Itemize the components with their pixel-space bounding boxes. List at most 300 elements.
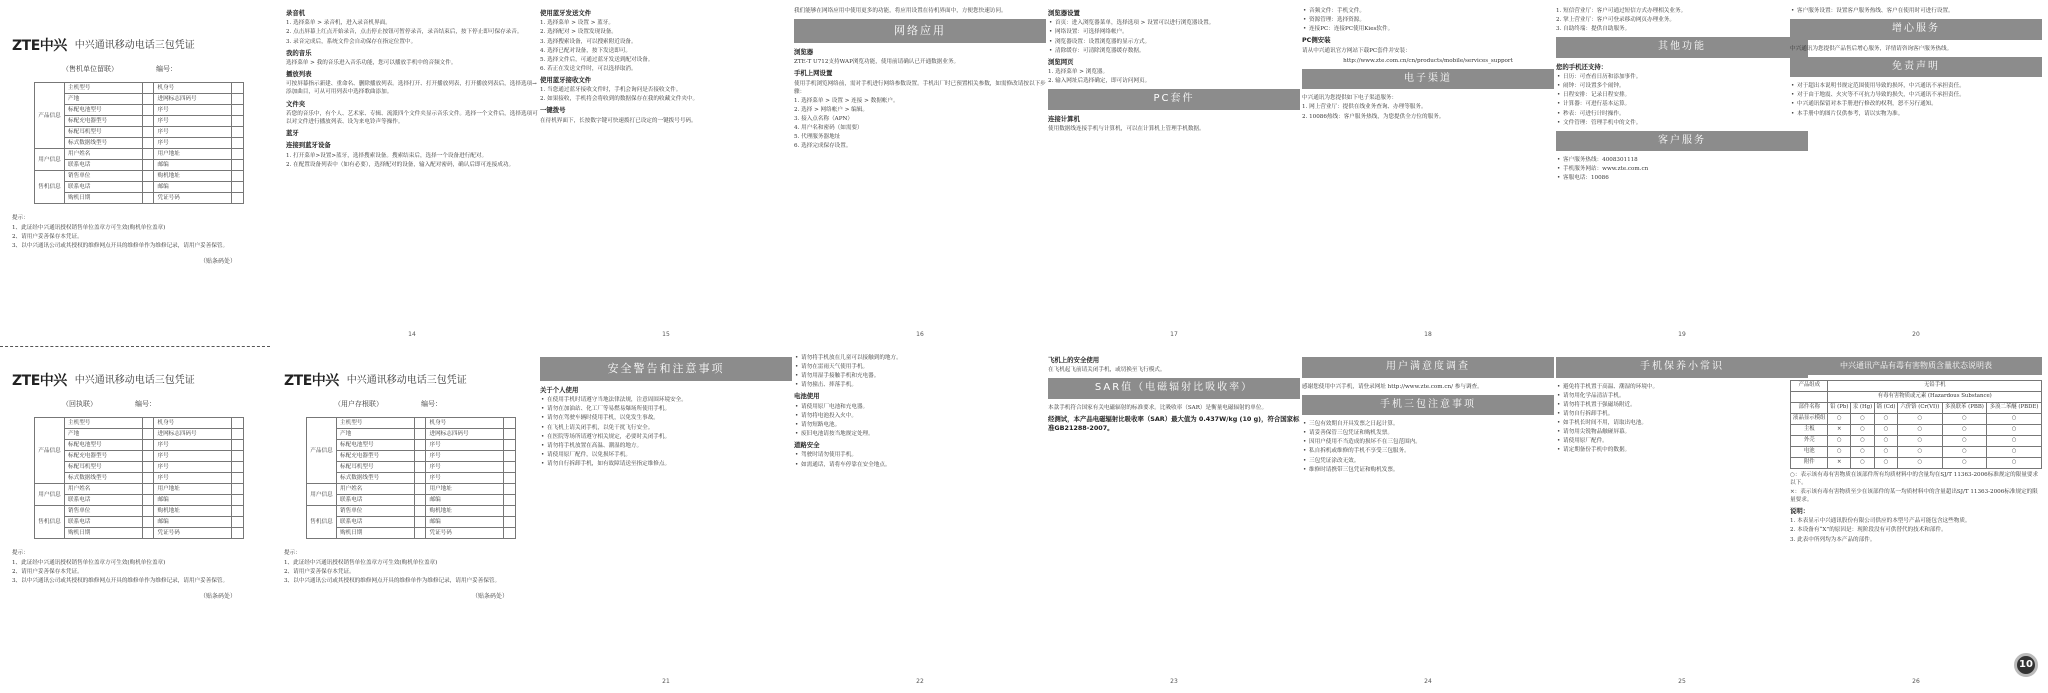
voucher-tips bbox=[284, 549, 538, 584]
table-row bbox=[35, 160, 244, 171]
field-value bbox=[142, 171, 154, 182]
voucher-tips bbox=[12, 214, 266, 249]
table-row bbox=[35, 528, 244, 539]
field-label: 邮编 bbox=[154, 517, 232, 528]
field-value bbox=[142, 440, 154, 451]
list-item: • 首页：进入浏览器菜单，选择选项 > 设置可以进行浏览器设置。 bbox=[1048, 19, 1300, 27]
paragraph: 可按屏幕指示新建、重命名、删除播放列表。选择打开、打开播放列表，打开播放列表后，选择选项→添加曲目，可从可用列表中选择歌曲添加。 bbox=[286, 81, 537, 96]
field-value bbox=[232, 160, 244, 171]
field-label: 邮编 bbox=[426, 495, 504, 506]
section-title: 道路安全 bbox=[794, 441, 820, 450]
field-value bbox=[504, 506, 516, 517]
field-value bbox=[504, 517, 516, 528]
table-row bbox=[35, 429, 244, 440]
field-label: 标式数据线型号 bbox=[65, 473, 143, 484]
field-label: 机身号 bbox=[426, 418, 504, 429]
field-value bbox=[414, 451, 426, 462]
section-title: 浏览器设置 bbox=[1048, 9, 1080, 17]
tips-title: 提示： bbox=[12, 215, 29, 222]
step: 6. 选择完成保存设置。 bbox=[794, 143, 852, 150]
page-17 bbox=[1048, 6, 1300, 340]
section-title: 浏览网页 bbox=[1048, 57, 1074, 66]
table-row bbox=[307, 462, 516, 473]
table-row bbox=[35, 94, 244, 105]
step: 4. 用户名和密码（如需要） bbox=[794, 125, 863, 132]
step: 2. 10086热线：客户服务热线，为您提供全方位的服务。 bbox=[1302, 113, 1445, 120]
field-label: 购机地址 bbox=[154, 171, 232, 182]
paragraph: 使用手机浏览网络前，需对手机进行网络参数设置。手机出厂时已预置相关参数，如需修改请按以下步骤： bbox=[794, 80, 1046, 95]
table-cell: ○ bbox=[1987, 446, 2042, 457]
zte-logo: ZTE中兴 bbox=[12, 38, 67, 54]
table-cell: 主板 bbox=[1791, 424, 1828, 435]
list-item: • 手机服务网站：www.zte.com.cn bbox=[1556, 165, 1808, 173]
barcode-area-label: （贴条码处） bbox=[199, 592, 236, 600]
field-label: 机身号 bbox=[154, 83, 232, 94]
list-item: • 连接PC：连接PC使用Kies软件。 bbox=[1302, 25, 1554, 33]
page-number: 22 bbox=[916, 678, 924, 686]
table-row bbox=[35, 105, 244, 116]
field-value bbox=[414, 495, 426, 506]
field-value bbox=[232, 418, 244, 429]
step: 5. 选择文件后，可通过蓝牙发送到配对设备。 bbox=[540, 56, 654, 63]
section-band: 手机三包注意事项 bbox=[1302, 395, 1554, 416]
table-group-label: 产品信息 bbox=[35, 83, 65, 149]
field-value bbox=[142, 105, 154, 116]
tip-item: 3、以中兴通讯公司或其授权的维修网点开具的维修单作为维修记录，请用户妥善保管。 bbox=[12, 577, 229, 584]
list-item: • 网络设置：可选择网络帐户。 bbox=[1048, 28, 1300, 36]
field-label: 购机日期 bbox=[65, 528, 143, 539]
field-label: 联系电话 bbox=[65, 495, 143, 506]
field-label: 序号 bbox=[154, 127, 232, 138]
table-row bbox=[35, 473, 244, 484]
tips-title: 提示： bbox=[284, 550, 301, 557]
table-row bbox=[35, 149, 244, 160]
list-item: • 请勿短路电池。 bbox=[794, 421, 1046, 429]
table-cell: ○ bbox=[1874, 457, 1897, 468]
table-cell: ○ bbox=[1987, 435, 2042, 446]
field-label: 序号 bbox=[154, 473, 232, 484]
field-label: 用户姓名 bbox=[337, 484, 415, 495]
page-25 bbox=[1556, 353, 1808, 687]
section-band: 用户满意度调查 bbox=[1302, 357, 1554, 378]
bullet-list bbox=[1302, 7, 1554, 33]
field-value bbox=[232, 517, 244, 528]
section-title: 连接计算机 bbox=[1048, 114, 1080, 123]
list-item: • 请勿自行拆卸手机，如有故障请送至指定维修点。 bbox=[540, 460, 792, 468]
step: 3. 自助终端：提供自助服务。 bbox=[1556, 26, 1631, 33]
table-cell: ○ bbox=[1874, 413, 1897, 424]
field-value bbox=[142, 451, 154, 462]
field-value bbox=[142, 418, 154, 429]
paragraph: 中兴通讯为您提供如下电子渠道服务： bbox=[1302, 95, 1398, 102]
table-cell: ○ bbox=[1851, 457, 1875, 468]
field-value bbox=[504, 440, 516, 451]
field-label: 凭证号码 bbox=[154, 193, 232, 204]
table-cell: ○ bbox=[1851, 424, 1875, 435]
step: 3. 选择搜索设备，可以搜索附近设备。 bbox=[540, 38, 637, 45]
field-value bbox=[504, 418, 516, 429]
table-group-label: 售机信息 bbox=[35, 506, 65, 539]
field-value bbox=[232, 528, 244, 539]
field-label: 购机日期 bbox=[65, 193, 143, 204]
field-label: 联系电话 bbox=[337, 495, 415, 506]
section-band: 电子渠道 bbox=[1302, 69, 1554, 90]
field-label: 购机地址 bbox=[426, 506, 504, 517]
field-value bbox=[232, 462, 244, 473]
page-26 bbox=[1790, 353, 2042, 687]
list-item: • 客服电话：10086 bbox=[1556, 174, 1808, 182]
field-label: 序号 bbox=[426, 440, 504, 451]
list-item: • 中兴通讯保留对本手册进行修改的权利，恕不另行通知。 bbox=[1790, 100, 2042, 108]
step: 2. 选择配对 > 设置发现设备。 bbox=[540, 29, 617, 36]
list-item: • 音频文件：手机文件。 bbox=[1302, 7, 1554, 15]
bullet-list bbox=[1790, 7, 2042, 15]
field-label: 主机型号 bbox=[337, 418, 415, 429]
bullet-list bbox=[1048, 19, 1300, 54]
field-label: 联系电话 bbox=[65, 182, 143, 193]
tip-item: 2、请用户妥善保存本凭证。 bbox=[12, 568, 83, 575]
field-value bbox=[142, 193, 154, 204]
table-row bbox=[35, 418, 244, 429]
section-title: 播放列表 bbox=[286, 70, 312, 78]
field-value bbox=[504, 429, 516, 440]
field-value bbox=[142, 462, 154, 473]
table-cell: ○ bbox=[1987, 413, 2042, 424]
table-cell: ○ bbox=[1828, 435, 1851, 446]
voucher-header bbox=[284, 371, 538, 391]
tip-item: 1、此证经中兴通讯授权销售单位盖章方可生效(购机单位盖章) bbox=[12, 559, 166, 566]
list-item: • 对于由于地震、火灾等不可抗力导致的损失，中兴通讯不承担责任。 bbox=[1790, 91, 2042, 99]
table-row bbox=[307, 506, 516, 517]
table-cell: ○ bbox=[1828, 446, 1851, 457]
table-cell: ○ bbox=[1828, 413, 1851, 424]
field-value bbox=[232, 495, 244, 506]
table-group-label: 用户信息 bbox=[307, 484, 337, 506]
field-value bbox=[232, 451, 244, 462]
booklet-sheet-top bbox=[0, 0, 2048, 346]
step: 2. 输入网址后选择确定，即可访问网页。 bbox=[1048, 78, 1151, 85]
list-item: • 请勿将手机放置在高温、潮湿的地方。 bbox=[540, 442, 792, 450]
step: 1. 选择菜单 > 录音机，进入录音机界面。 bbox=[286, 20, 391, 27]
section-band: 安全警告和注意事项 bbox=[540, 357, 792, 381]
section-band: 免责声明 bbox=[1790, 57, 2042, 78]
field-value bbox=[414, 517, 426, 528]
list-item: • 在医院等场所请遵守相关规定，必要时关闭手机。 bbox=[540, 433, 792, 441]
voucher-copy-label: （回执联） bbox=[62, 400, 97, 409]
table-cell: ○ bbox=[1898, 435, 1943, 446]
page-number: 14 bbox=[408, 331, 416, 339]
field-value bbox=[142, 429, 154, 440]
list-item: • 秒表：可进行计时操作。 bbox=[1556, 110, 1808, 118]
tip-item: 3、以中兴通讯公司或其授权的维修网点开具的维修单作为维修记录，请用户妥善保管。 bbox=[284, 577, 501, 584]
voucher-number-label: 编号： bbox=[421, 400, 442, 409]
list-item: • 对于超出本说明书规定范围使用导致的损坏，中兴通讯不承担责任。 bbox=[1790, 82, 2042, 90]
table-group-label: 售机信息 bbox=[35, 171, 65, 204]
table-group-label: 售机信息 bbox=[307, 506, 337, 539]
tip-item: 1、此证经中兴通讯授权销售单位盖章方可生效(购机单位盖章) bbox=[284, 559, 438, 566]
step: 2. 掌上营业厅：客户可登录移动网页办理业务。 bbox=[1556, 17, 1675, 24]
table-cell bbox=[1791, 391, 1828, 402]
table-row bbox=[307, 440, 516, 451]
step: 1. 选择菜单 > 浏览器。 bbox=[1048, 69, 1109, 75]
table-row bbox=[35, 138, 244, 149]
section-band: 客户服务 bbox=[1556, 131, 1808, 152]
field-label: 邮编 bbox=[154, 495, 232, 506]
field-value bbox=[142, 149, 154, 160]
field-label: 标配耳机型号 bbox=[65, 462, 143, 473]
table-cell: 液晶显示模组 bbox=[1791, 413, 1828, 424]
page-number: 24 bbox=[1424, 678, 1432, 686]
section-title: 关于个人使用 bbox=[540, 385, 579, 394]
note-item: 3. 此表中所列均为本产品的部件。 bbox=[1790, 536, 1876, 543]
field-label: 序号 bbox=[154, 105, 232, 116]
step: 2. 在配置设备列表中（如有必要），选择配对的设备，输入配对密码，确认后即可连接成功。 bbox=[286, 161, 515, 168]
table-row bbox=[35, 171, 244, 182]
section-title: 蓝牙 bbox=[286, 129, 299, 137]
table-row bbox=[307, 517, 516, 528]
field-value bbox=[232, 484, 244, 495]
table-row bbox=[307, 429, 516, 440]
bullet-list bbox=[1556, 156, 1808, 182]
section-title: 我的音乐 bbox=[286, 48, 312, 57]
list-item: • 请妥善保管三包凭证和购机发票。 bbox=[1302, 429, 1554, 437]
field-label: 序号 bbox=[154, 116, 232, 127]
field-value bbox=[142, 484, 154, 495]
field-label: 用户地址 bbox=[154, 149, 232, 160]
field-label: 产地 bbox=[65, 429, 143, 440]
bullet-list bbox=[794, 354, 1046, 389]
step: 2. 如果接收，手机将会将收到的数据保存在我的收藏文件夹中。 bbox=[540, 96, 699, 103]
field-value bbox=[504, 473, 516, 484]
field-label: 用户地址 bbox=[426, 484, 504, 495]
table-header: 产品组成 bbox=[1791, 380, 1828, 391]
booklet-sheet-bottom bbox=[0, 347, 2048, 693]
field-label: 购机日期 bbox=[337, 528, 415, 539]
table-cell: ○ bbox=[1942, 457, 1987, 468]
table-cell: ○ bbox=[1898, 413, 1943, 424]
step: 1. 选择菜单 > 设置 > 连接 > 数据帐户。 bbox=[794, 97, 899, 104]
field-value bbox=[232, 506, 244, 517]
paragraph: 若您的音乐中，有个人、艺术家、专辑、流派四个文件夹显示音乐文件。选择一个文件后，选择选项可以对文件进行播放列表、设为来电铃声等操作。 bbox=[286, 110, 538, 125]
voucher-card-return bbox=[4, 353, 266, 687]
field-value bbox=[232, 171, 244, 182]
page-number: 19 bbox=[1678, 331, 1686, 339]
field-label: 序号 bbox=[426, 473, 504, 484]
field-label: 标配充电器型号 bbox=[65, 451, 143, 462]
field-value bbox=[414, 440, 426, 451]
bullet-list bbox=[1302, 420, 1554, 474]
field-value bbox=[504, 462, 516, 473]
field-value bbox=[414, 484, 426, 495]
table-cell: 附件 bbox=[1791, 457, 1828, 468]
step: 5. 代理服务器地址 bbox=[794, 134, 841, 141]
field-value bbox=[232, 105, 244, 116]
field-label: 销售单位 bbox=[65, 506, 143, 517]
table-group-label: 用户信息 bbox=[35, 484, 65, 506]
field-value bbox=[142, 138, 154, 149]
note-item: 1. 本表显示中兴通讯股份有限公司供应的本型号产品可能包含这些物质。 bbox=[1790, 518, 1971, 525]
field-label: 序号 bbox=[154, 138, 232, 149]
zte-logo: ZTE中兴 bbox=[284, 373, 339, 389]
field-value bbox=[414, 429, 426, 440]
page-14 bbox=[286, 6, 538, 340]
paragraph: 在飞机起飞前请关闭手机，或切换至飞行模式。 bbox=[1048, 367, 1166, 374]
table-cell: ○ bbox=[1874, 424, 1897, 435]
table-row bbox=[307, 451, 516, 462]
list-item: • 请勿用湿手接触手机和充电器。 bbox=[794, 372, 1046, 380]
field-value bbox=[142, 506, 154, 517]
table-row bbox=[1791, 424, 2042, 435]
table-cell: ○ bbox=[1987, 424, 2042, 435]
sar-value-statement: 经测试，本产品电磁辐射比吸收率（SAR）最大值为 0.437W/kg (10 g)，符合国家标准GB21288-2007。 bbox=[1048, 415, 1300, 433]
table-row bbox=[35, 462, 244, 473]
step: 1. 网上营业厅：提供在线业务查询、办理等服务。 bbox=[1302, 104, 1427, 111]
list-item: • 日程安排：记录日程安排。 bbox=[1556, 91, 1808, 99]
table-cell: ○ bbox=[1942, 424, 1987, 435]
section-band: 网络应用 bbox=[794, 19, 1046, 43]
field-label: 主机型号 bbox=[65, 83, 143, 94]
field-label: 销售单位 bbox=[65, 171, 143, 182]
page-18 bbox=[1302, 6, 1554, 340]
field-label: 联系电话 bbox=[65, 160, 143, 171]
paragraph: 选择菜单 > 我的音乐进入音乐功能，您可以播放手机中的音频文件。 bbox=[286, 59, 457, 66]
table-cell: ○ bbox=[1874, 435, 1897, 446]
field-label: 标配电池型号 bbox=[337, 440, 415, 451]
list-item: • 维修时请携带三包凭证和购机发票。 bbox=[1302, 466, 1554, 474]
list-item: • 客户服务设置：设置客户服务热线、客户在使用时可进行设置。 bbox=[1790, 7, 2042, 15]
section-title: 飞机上的安全使用 bbox=[1048, 356, 1100, 364]
section-title: 浏览器 bbox=[794, 48, 814, 57]
voucher-header bbox=[12, 36, 266, 56]
section-title: 您的手机还支持： bbox=[1556, 62, 1608, 71]
voucher-card-user bbox=[276, 353, 538, 687]
bullet-list bbox=[540, 396, 792, 468]
bullet-list bbox=[1556, 383, 1808, 455]
tips-title: 提示： bbox=[12, 550, 29, 557]
field-label: 序号 bbox=[154, 462, 232, 473]
list-item: • 请勿用尖锐物品触碰屏幕。 bbox=[1556, 428, 1808, 436]
list-item: • 如需通话，请将车停靠在安全地点。 bbox=[794, 461, 1046, 469]
table-header: 六价铬 (Cr(VI)) bbox=[1898, 402, 1943, 413]
recycling-period-badge: 10 bbox=[2014, 653, 2038, 677]
field-value bbox=[414, 473, 426, 484]
page-22 bbox=[794, 353, 1046, 687]
section-title: 电池使用 bbox=[794, 392, 820, 401]
field-label: 标式数据线型号 bbox=[337, 473, 415, 484]
list-item: • 请勿自行拆卸手机。 bbox=[1556, 410, 1808, 418]
field-label: 凭证号码 bbox=[426, 528, 504, 539]
table-cell: ○ bbox=[1851, 413, 1875, 424]
field-label: 产地 bbox=[65, 94, 143, 105]
list-item: • 请使用原厂配件。 bbox=[1556, 437, 1808, 445]
field-label: 销售单位 bbox=[337, 506, 415, 517]
section-title: 说明： bbox=[1790, 507, 1810, 516]
page-15 bbox=[540, 6, 792, 340]
voucher-number-label: 编号： bbox=[135, 400, 156, 409]
field-value bbox=[414, 462, 426, 473]
table-row bbox=[35, 495, 244, 506]
list-item: • 驾驶时请勿使用手机。 bbox=[794, 451, 1046, 459]
table-row bbox=[35, 116, 244, 127]
field-label: 标配耳机型号 bbox=[65, 127, 143, 138]
section-title: 使用蓝牙接收文件 bbox=[540, 75, 592, 84]
section-band: SAR值（电磁辐射比吸收率） bbox=[1048, 378, 1300, 399]
page-21 bbox=[540, 353, 792, 687]
field-value bbox=[142, 116, 154, 127]
table-cell: ○ bbox=[1898, 457, 1943, 468]
table-group-label: 用户信息 bbox=[35, 149, 65, 171]
step: 6. 若正在发送文件时，可以选择取消。 bbox=[540, 65, 637, 72]
list-item: • 因用户使用不当造成的损坏不在三包范围内。 bbox=[1302, 438, 1554, 446]
field-value bbox=[232, 429, 244, 440]
list-item: • 请勿用化学品清洁手机。 bbox=[1556, 392, 1808, 400]
bullet-list bbox=[794, 403, 1046, 438]
field-label: 主机型号 bbox=[65, 418, 143, 429]
section-title: 手机上网设置 bbox=[794, 69, 833, 78]
table-row bbox=[35, 440, 244, 451]
table-row bbox=[307, 495, 516, 506]
field-value bbox=[142, 94, 154, 105]
table-header: 部件名称 bbox=[1791, 402, 1828, 413]
table-group-label: 产品信息 bbox=[307, 418, 337, 484]
section-band: 手机保养小常识 bbox=[1556, 357, 1808, 378]
table-row bbox=[35, 517, 244, 528]
field-label: 用户姓名 bbox=[65, 484, 143, 495]
table-row bbox=[307, 418, 516, 429]
field-label: 凭证号码 bbox=[154, 528, 232, 539]
table-row bbox=[35, 451, 244, 462]
table-row bbox=[307, 473, 516, 484]
table-note: ×：表示该有毒有害物质至少在该部件的某一均质材料中的含量超出SJ/T 11363-2006标准规定的限量要求。 bbox=[1790, 488, 2038, 503]
list-item: • 请勿将手机放在儿童可以接触到的地方。 bbox=[794, 354, 1046, 362]
table-header: 多溴二苯醚 (PBDE) bbox=[1987, 402, 2042, 413]
field-label: 标配耳机型号 bbox=[337, 462, 415, 473]
field-label: 邮编 bbox=[154, 160, 232, 171]
field-label: 联系电话 bbox=[337, 517, 415, 528]
field-value bbox=[232, 138, 244, 149]
page-24 bbox=[1302, 353, 1554, 687]
step: 3. 接入点名称（APN） bbox=[794, 116, 853, 123]
field-label: 产地 bbox=[337, 429, 415, 440]
step: 1. 当您通过蓝牙接收文件时，手机会询问是否接收文件。 bbox=[540, 87, 682, 94]
field-label: 机身号 bbox=[154, 418, 232, 429]
table-subheader: 有毒有害物质或元素 (Hazardous Substance) bbox=[1828, 391, 2042, 402]
field-label: 用户姓名 bbox=[65, 149, 143, 160]
table-cell: ○ bbox=[1874, 446, 1897, 457]
section-title: 连接到蓝牙设备 bbox=[286, 141, 331, 150]
voucher-form-table bbox=[34, 417, 244, 539]
field-label: 购机地址 bbox=[154, 506, 232, 517]
list-item: • 请勿将手机置于强磁场附近。 bbox=[1556, 401, 1808, 409]
bullet-list bbox=[794, 451, 1046, 468]
table-row bbox=[307, 528, 516, 539]
field-value bbox=[142, 83, 154, 94]
voucher-card-seller bbox=[4, 6, 266, 340]
list-item: • 废旧电池请按当地规定处理。 bbox=[794, 430, 1046, 438]
paragraph: 感谢您使用中兴手机，请登录网址 http://www.zte.com.cn/ 参与调查。 bbox=[1302, 383, 1483, 390]
voucher-title: 中兴通讯移动电话三包凭证 bbox=[346, 374, 467, 386]
table-row bbox=[1791, 446, 2042, 457]
list-item: • 避免将手机置于高温、潮湿的环境中。 bbox=[1556, 383, 1808, 391]
list-item: • 请定期备份手机中的数据。 bbox=[1556, 446, 1808, 454]
field-label: 标配充电器型号 bbox=[337, 451, 415, 462]
tip-item: 1、此证经中兴通讯授权销售单位盖章方可生效(购机单位盖章) bbox=[12, 224, 166, 231]
hazardous-substance-table bbox=[1790, 380, 2042, 469]
list-item: • 请勿撞击、摔落手机。 bbox=[794, 381, 1046, 389]
field-label: 标配电池型号 bbox=[65, 105, 143, 116]
page-number: 21 bbox=[662, 678, 670, 686]
table-row bbox=[35, 193, 244, 204]
